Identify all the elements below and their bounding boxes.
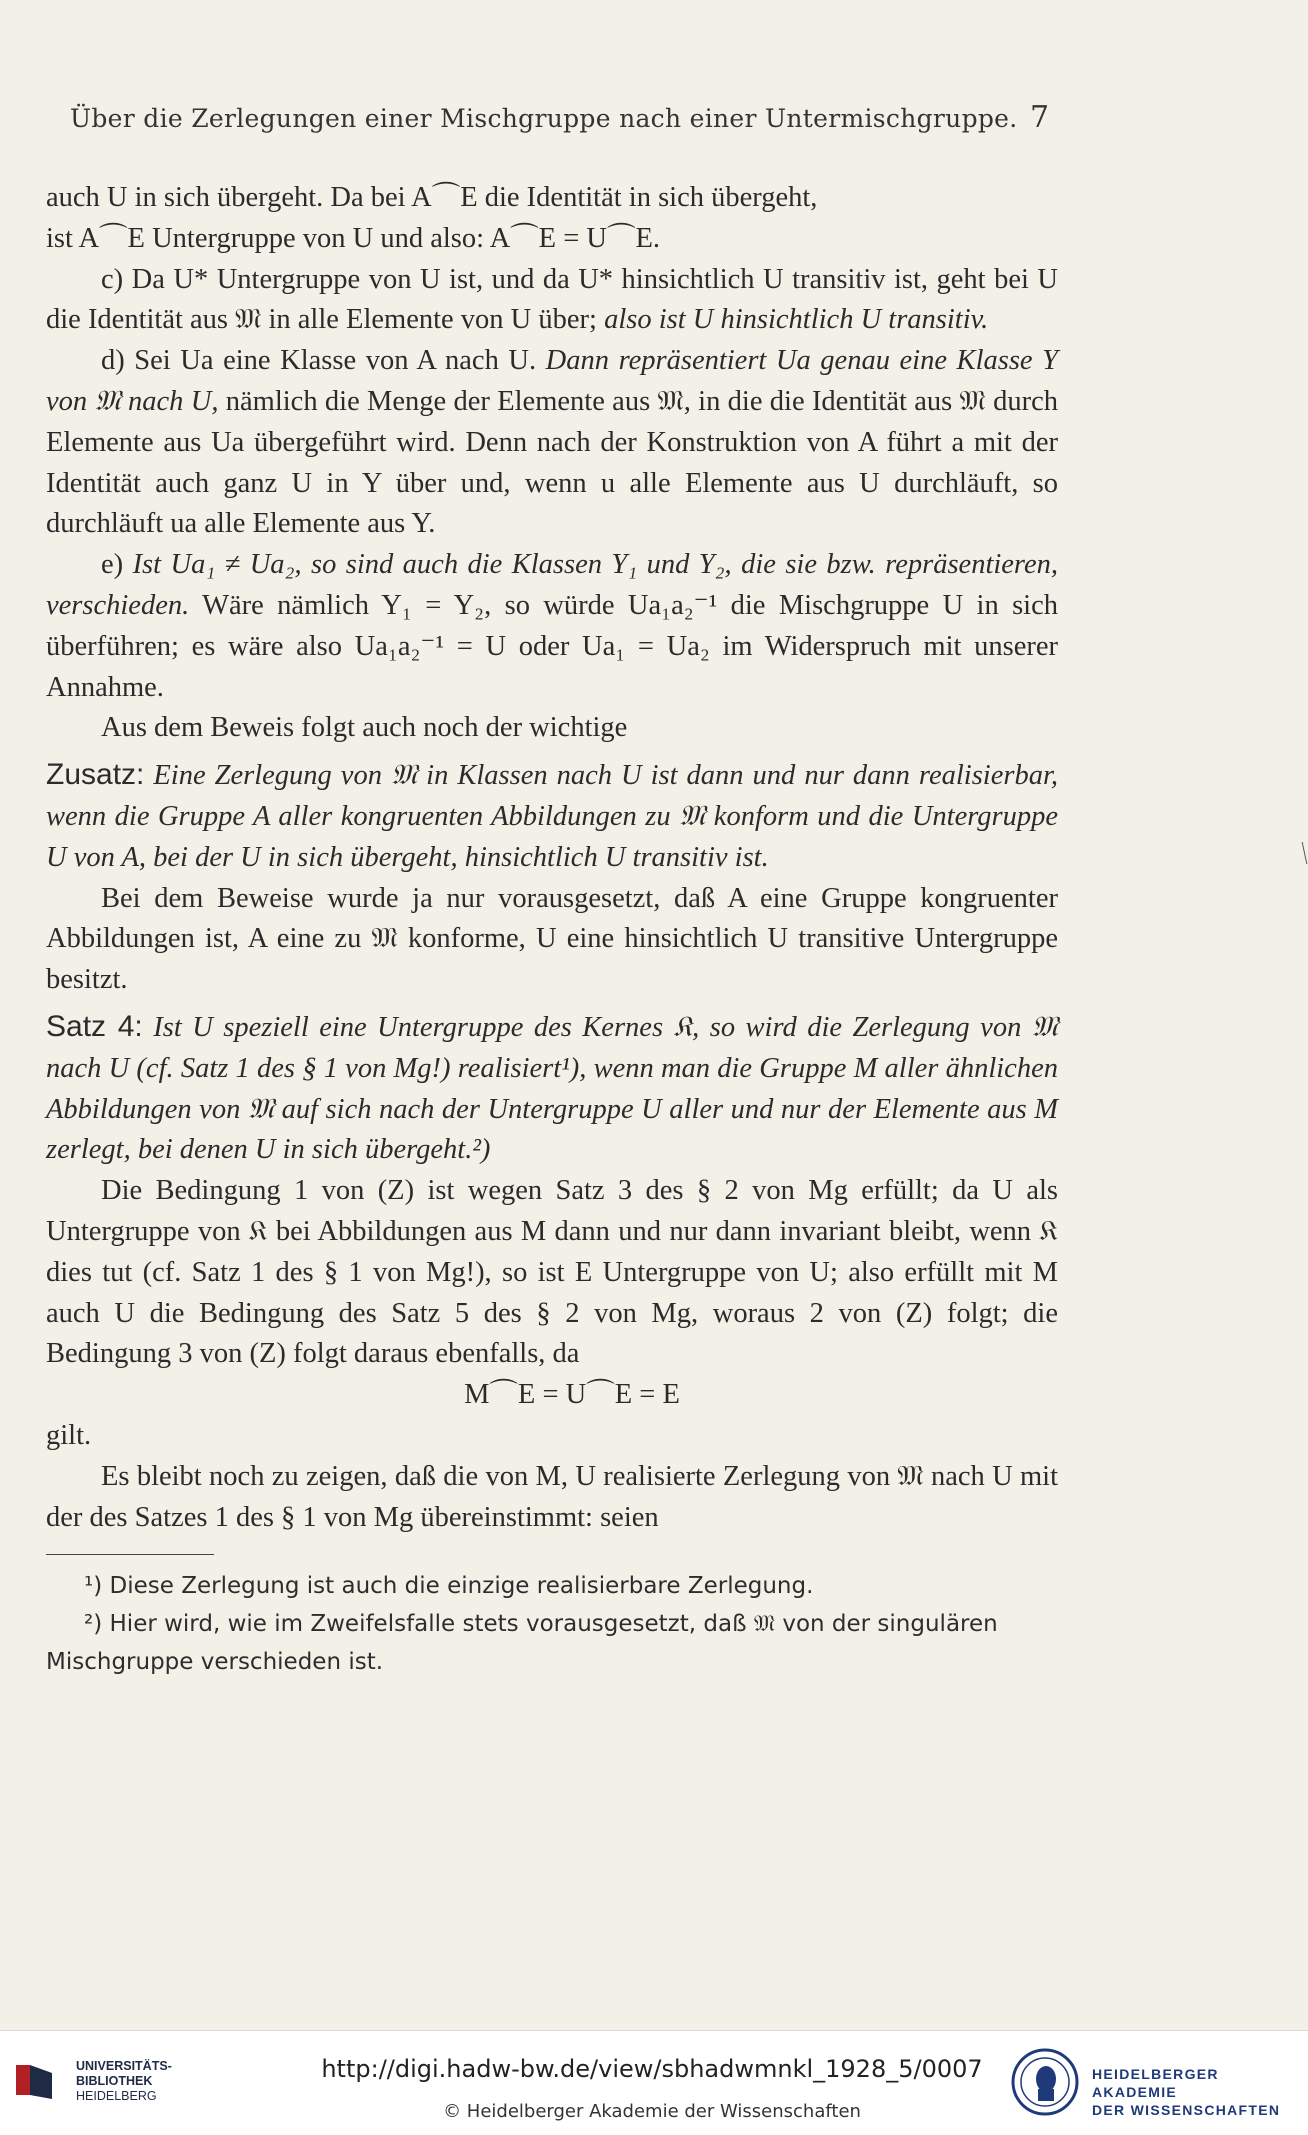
text-span: d) Sei Ua eine Klasse von A nach U.: [101, 345, 537, 377]
satz-text: Ist U speziell eine Untergruppe des Kernes 𝔎, so wird die Zerlegung von 𝔐 nach U (cf. Satz 1 des § 1 von Mg!) realisiert¹), wenn man die Gruppe M aller ähnlichen Abbildungen von 𝔐 auf sich nach der Untergruppe U aller und nur der Elemente aus M zerlegt, bei denen U in sich übergeht.²): [46, 1011, 1059, 1166]
academy-name: [1092, 2065, 1308, 2119]
text-span: Wäre nämlich Y₁ = Y₂, so würde Ua₁a₂⁻¹ die Mischgruppe U in sich überführen; es wäre also Ua₁a₂⁻¹ = U oder Ua₁ = Ua₂ im Widerspruch mit unserer Annahme.: [46, 589, 1058, 703]
academy-line: DER WISSENSCHAFTEN: [1092, 2102, 1281, 2118]
footnote-2: ²) Hier wird, wie im Zweifelsfalle stets vorausgesetzt, daß 𝔐 von der singulären Mischgruppe verschieden ist.: [46, 1611, 998, 1676]
footnote-rule: [46, 1554, 214, 1555]
satz-paragraph: [46, 1007, 1058, 1171]
margin-mark: [1296, 842, 1308, 864]
text-span: c) Da U* Untergruppe von U ist, und da U* hinsichtlich U transitiv ist, geht bei U die Identität aus 𝔐 in alle Elemente von U über;: [46, 263, 1058, 336]
page-number: 7: [1030, 100, 1050, 135]
footnotes: [46, 1567, 1058, 1681]
running-head: Über die Zerlegungen einer Mischgruppe nach einer Untermischgruppe.: [70, 104, 1018, 133]
university-library-logo-icon: [12, 2059, 56, 2103]
text-span: nämlich die Menge der Elemente aus 𝔐, in die die Identität aus 𝔐 durch Elemente aus Ua übergeführt wird. Denn nach der Konstruktion von A führt a mit der Identität auch ganz U in Y über und, wenn u alle Elemente aus U durchläuft, so durchläuft ua alle Elemente aus Y.: [46, 385, 1058, 540]
body-text: [46, 178, 1058, 1681]
footnote-1: ¹) Diese Zerlegung ist auch die einzige realisierbare Zerlegung.: [84, 1573, 814, 1600]
italic-span: also ist U hinsichtlich U transitiv.: [604, 304, 989, 336]
zusatz-paragraph: [46, 755, 1058, 878]
italic-span: Dann repräsentiert Ua genau eine Klasse Y von 𝔐 nach U,: [46, 345, 1058, 417]
paragraph-e: [46, 545, 1058, 708]
library-line: BIBLIOTHEK: [76, 2074, 153, 2088]
library-line: UNIVERSITÄTS-: [76, 2059, 172, 2073]
text-span: e): [101, 549, 124, 581]
satz-label: Satz 4:: [46, 1009, 143, 1043]
footer-bar: [0, 2030, 1308, 2135]
academy-line: HEIDELBERGER AKADEMIE: [1092, 2066, 1219, 2100]
zusatz-text: Eine Zerlegung von 𝔐 in Klassen nach U ist dann und nur dann realisierbar, wenn die Gruppe A aller kongruenten Abbildungen zu 𝔐 konform und die Untergruppe U von A, bei der U in sich übergeht, hinsichtlich U transitiv ist.: [46, 760, 1059, 873]
paragraph-c: [46, 260, 1058, 342]
permalink[interactable]: http://digi.hadw-bw.de/view/sbhadwmnkl_1928_5/0007: [321, 2055, 983, 2083]
paragraph-proof: Die Bedingung 1 von (Z) ist wegen Satz 3 des § 2 von Mg erfüllt; da U als Untergruppe von 𝔎 bei Abbildungen aus M dann und nur dann invariant bleibt, wenn 𝔎 dies tut (cf. Satz 1 des § 1 von Mg!), so ist E Untergruppe von U; also erfüllt mit M auch U die Bedingung des Satz 5 des § 2 von Mg, woraus 2 von (Z) folgt; die Bedingung 3 von (Z) folgt daraus ebenfalls, da: [46, 1175, 1058, 1370]
university-library-name: [76, 2059, 172, 2104]
academy-seal-icon: [1010, 2047, 1080, 2117]
paragraph-d: [46, 341, 1058, 545]
text-line: auch U in sich übergeht. Da bei A⌒E die Identität in sich übergeht,: [46, 182, 818, 213]
paragraph-lead: Aus dem Beweis folgt auch noch der wichtige: [101, 712, 628, 744]
paragraph-last: Es bleibt noch zu zeigen, daß die von M, U realisierte Zerlegung von 𝔐 nach U mit der des Satzes 1 des § 1 von Mg übereinstimmt: seien: [46, 1460, 1058, 1533]
zusatz-label: Zusatz:: [46, 758, 145, 792]
paragraph-continuation: [46, 178, 1058, 260]
copyright-notice: © Heidelberger Akademie der Wissenschaften: [443, 2101, 861, 2122]
paragraph-gilt: gilt.: [46, 1419, 92, 1451]
library-line: HEIDELBERG: [76, 2089, 157, 2103]
text-line: ist A⌒E Untergruppe von U und also: A⌒E = U⌒E.: [46, 222, 661, 254]
italic-span: Ist Ua₁ ≠ Ua₂, so sind auch die Klassen Y₁ und Y₂, die sie bzw. repräsentieren, verschieden.: [46, 549, 1058, 621]
paragraph-proof-note: Bei dem Beweise wurde ja nur vorausgesetzt, daß A eine Gruppe kongruenter Abbildungen ist, A eine zu 𝔐 konforme, U eine hinsichtlich U transitive Untergruppe besitzt.: [46, 882, 1058, 996]
display-formula: M⌒E = U⌒E = E: [464, 1379, 680, 1411]
